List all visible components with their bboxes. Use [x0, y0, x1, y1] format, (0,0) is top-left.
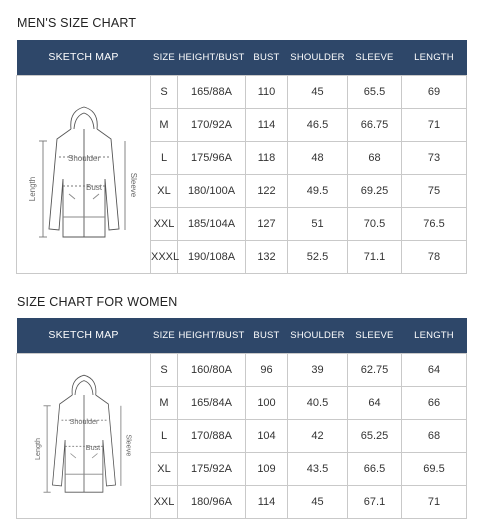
- cell-bust: 127: [246, 207, 288, 240]
- cell-size: XL: [151, 452, 178, 485]
- cell-size: S: [151, 75, 178, 108]
- header-size: SIZE: [151, 40, 178, 75]
- header-height-bust: HEIGHT/BUST: [178, 40, 246, 75]
- cell-sleeve: 62.75: [348, 353, 402, 386]
- cell-shoulder: 46.5: [288, 108, 348, 141]
- cell-shoulder: 43.5: [288, 452, 348, 485]
- men-size-chart-title: MEN'S SIZE CHART: [17, 16, 137, 30]
- header-sleeve: SLEEVE: [348, 318, 402, 353]
- cell-length: 78: [402, 240, 467, 273]
- table-header-row: [17, 40, 467, 75]
- jacket-sketch-icon: [19, 99, 149, 249]
- cell-shoulder: 52.5: [288, 240, 348, 273]
- cell-shoulder: 49.5: [288, 174, 348, 207]
- cell-height-bust: 190/108A: [178, 240, 246, 273]
- cell-sleeve: 64: [348, 386, 402, 419]
- table-row: [17, 75, 467, 108]
- cell-bust: 132: [246, 240, 288, 273]
- cell-bust: 122: [246, 174, 288, 207]
- cell-bust: 104: [246, 419, 288, 452]
- cell-sleeve: 65.5: [348, 75, 402, 108]
- cell-sleeve: 70.5: [348, 207, 402, 240]
- cell-length: 69.5: [402, 452, 467, 485]
- cell-size: M: [151, 386, 178, 419]
- cell-size: L: [151, 419, 178, 452]
- cell-height-bust: 180/96A: [178, 485, 246, 518]
- cell-bust: 110: [246, 75, 288, 108]
- cell-bust: 96: [246, 353, 288, 386]
- cell-height-bust: 165/84A: [178, 386, 246, 419]
- cell-height-bust: 185/104A: [178, 207, 246, 240]
- cell-size: XXXL: [151, 240, 178, 273]
- cell-sleeve: 71.1: [348, 240, 402, 273]
- sketch-label-length: Length: [27, 176, 37, 202]
- cell-bust: 109: [246, 452, 288, 485]
- cell-length: 68: [402, 419, 467, 452]
- cell-shoulder: 42: [288, 419, 348, 452]
- cell-height-bust: 170/88A: [178, 419, 246, 452]
- cell-length: 73: [402, 141, 467, 174]
- jacket-sketch: [17, 75, 151, 273]
- cell-size: L: [151, 141, 178, 174]
- cell-size: XXL: [151, 485, 178, 518]
- cell-length: 71: [402, 485, 467, 518]
- cell-shoulder: 39: [288, 353, 348, 386]
- cell-size: XXL: [151, 207, 178, 240]
- women-size-chart-title: SIZE CHART FOR WOMEN: [17, 295, 178, 309]
- header-shoulder: SHOULDER: [288, 40, 348, 75]
- cell-sleeve: 66.5: [348, 452, 402, 485]
- cell-bust: 114: [246, 485, 288, 518]
- cell-height-bust: 160/80A: [178, 353, 246, 386]
- cell-size: S: [151, 353, 178, 386]
- header-sleeve: SLEEVE: [348, 40, 402, 75]
- jacket-sketch-icon: [19, 368, 149, 503]
- cell-sleeve: 65.25: [348, 419, 402, 452]
- women-size-table: [16, 318, 467, 519]
- header-bust: BUST: [246, 318, 288, 353]
- cell-height-bust: 175/96A: [178, 141, 246, 174]
- cell-length: 66: [402, 386, 467, 419]
- cell-size: XL: [151, 174, 178, 207]
- header-height-bust: HEIGHT/BUST: [178, 318, 246, 353]
- header-shoulder: SHOULDER: [288, 318, 348, 353]
- table-row: [17, 353, 467, 386]
- cell-sleeve: 66.75: [348, 108, 402, 141]
- header-sketch-map: SKETCH MAP: [17, 40, 151, 75]
- cell-length: 64: [402, 353, 467, 386]
- sketch-label-sleeve: Sleeve: [128, 172, 138, 198]
- header-length: LENGTH: [402, 318, 467, 353]
- cell-height-bust: 180/100A: [178, 174, 246, 207]
- cell-bust: 114: [246, 108, 288, 141]
- men-size-table: [16, 40, 467, 274]
- cell-size: M: [151, 108, 178, 141]
- sketch-label-shoulder: Shoulder: [69, 416, 98, 426]
- cell-bust: 100: [246, 386, 288, 419]
- header-bust: BUST: [246, 40, 288, 75]
- table-header-row: [17, 318, 467, 353]
- cell-bust: 118: [246, 141, 288, 174]
- cell-height-bust: 170/92A: [178, 108, 246, 141]
- header-sketch-map: SKETCH MAP: [17, 318, 151, 353]
- cell-length: 75: [402, 174, 467, 207]
- sketch-label-sleeve: Sleeve: [123, 434, 133, 457]
- cell-length: 69: [402, 75, 467, 108]
- sketch-label-bust: Bust: [85, 183, 102, 192]
- cell-length: 76.5: [402, 207, 467, 240]
- cell-shoulder: 48: [288, 141, 348, 174]
- cell-length: 71: [402, 108, 467, 141]
- sketch-label-bust: Bust: [85, 442, 100, 452]
- sketch-label-shoulder: Shoulder: [67, 154, 100, 163]
- cell-sleeve: 67.1: [348, 485, 402, 518]
- cell-sleeve: 69.25: [348, 174, 402, 207]
- header-size: SIZE: [151, 318, 178, 353]
- header-length: LENGTH: [402, 40, 467, 75]
- cell-shoulder: 45: [288, 485, 348, 518]
- sketch-label-length: Length: [32, 438, 42, 460]
- cell-shoulder: 45: [288, 75, 348, 108]
- cell-sleeve: 68: [348, 141, 402, 174]
- cell-height-bust: 175/92A: [178, 452, 246, 485]
- cell-height-bust: 165/88A: [178, 75, 246, 108]
- cell-shoulder: 51: [288, 207, 348, 240]
- jacket-sketch: [17, 353, 151, 518]
- cell-shoulder: 40.5: [288, 386, 348, 419]
